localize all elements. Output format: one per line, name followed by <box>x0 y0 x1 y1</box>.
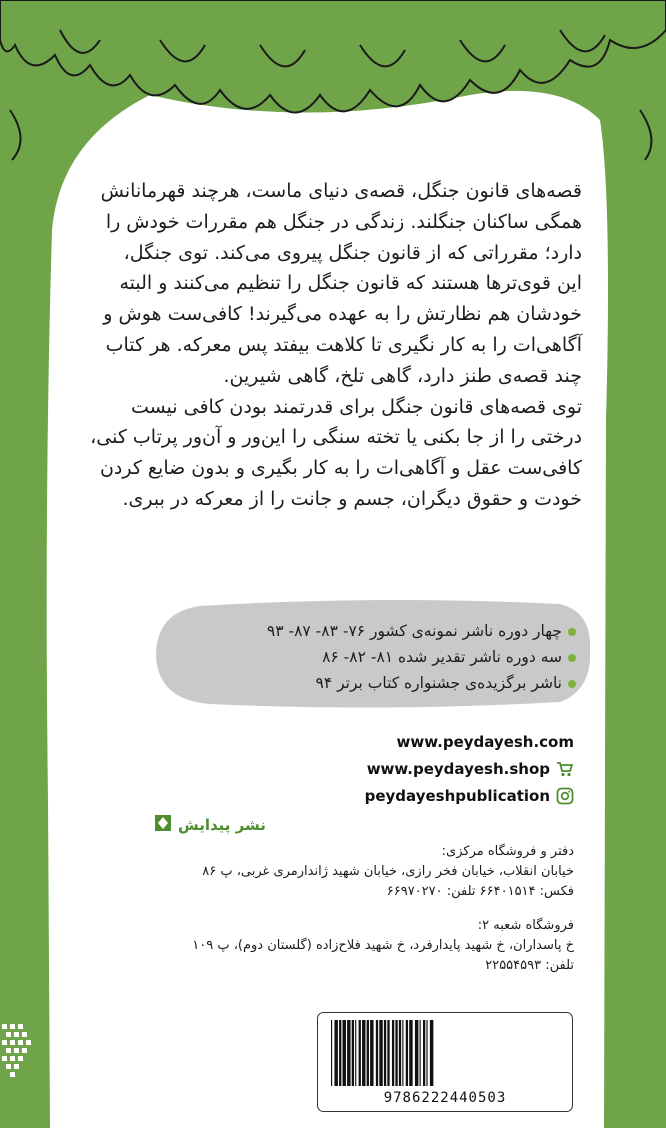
website-link[interactable] <box>274 728 574 755</box>
description-line: درختی را از جا بکنی یا تخته سنگی را این‌ور و آن‌ور پرتاب کنی، <box>90 426 582 449</box>
bullet-icon <box>568 628 576 636</box>
barcode-bar <box>415 1020 418 1086</box>
barcode-bar <box>426 1020 427 1086</box>
barcode-bar <box>392 1020 394 1086</box>
description-line: کافی‌ست عقل و آگاهی‌ات را به کار بگیری و بدون ضایع کردن <box>99 457 582 480</box>
description-line: خودشان هم نظارتش را به عهده می‌گیرند! کافی‌ست هوش و <box>103 303 582 326</box>
description-line: توی قصه‌های قانون جنگل برای قدرتمند بودن کافی نیست <box>130 395 582 418</box>
barcode-bar <box>399 1020 401 1086</box>
instagram-handle[interactable]: peydayeshpublication <box>364 786 550 805</box>
branch-phone: تلفن: ۲۲۵۵۴۵۹۳ <box>485 958 574 973</box>
bullet-icon <box>568 680 576 688</box>
barcode <box>317 1012 573 1112</box>
instagram-link[interactable] <box>274 782 574 809</box>
barcode-bar <box>331 1020 332 1086</box>
barcode-bar <box>379 1020 382 1086</box>
branch-title: فروشگاه شعبه ۲: <box>477 918 574 933</box>
barcode-bar <box>420 1020 421 1086</box>
barcode-bar <box>370 1020 373 1086</box>
shop-url[interactable]: www.peydayesh.shop <box>366 759 550 778</box>
bullet-icon <box>568 654 576 662</box>
award-item: سه دوره ناشر تقدیر شده ۸۱- ۸۲- ۸۶ <box>162 644 576 670</box>
barcode-bar <box>430 1020 433 1086</box>
publisher-logo-icon <box>154 814 172 836</box>
description-line: چند قصه‌ی طنز دارد، گاهی تلخ، گاهی شیرین. <box>223 364 582 387</box>
office-phones: فکس: ۶۶۴۰۱۵۱۴ تلفن: ۶۶۹۷۰۲۷۰ <box>386 884 574 899</box>
description-text <box>90 176 582 515</box>
branch-address: خ پاسداران، خ شهید پایدارفرد، خ شهید فلاح‌زاده (گلستان دوم)، پ ۱۰۹ <box>192 938 574 953</box>
office-title: دفتر و فروشگاه مرکزی: <box>441 844 574 859</box>
barcode-bar <box>402 1020 403 1086</box>
publisher-addresses <box>154 842 574 976</box>
barcode-bar <box>343 1020 346 1086</box>
publisher-heading <box>154 814 574 836</box>
awards-list <box>162 618 576 696</box>
barcode-bar <box>347 1020 350 1086</box>
barcode-bar <box>384 1020 386 1086</box>
barcode-bar <box>334 1020 337 1086</box>
publisher-name: نشر پیدایش <box>178 816 266 834</box>
barcode-bar <box>355 1020 356 1086</box>
contact-links <box>274 728 574 809</box>
barcode-bar <box>352 1020 354 1086</box>
barcode-bar <box>409 1020 412 1086</box>
barcode-bar <box>395 1020 397 1086</box>
barcode-bar <box>362 1020 365 1086</box>
cart-icon <box>556 760 574 778</box>
description-line: آگاهی‌ات را به کار نگیری تا کلاهت بیفتد پس معرکه. هر کتاب <box>105 333 582 356</box>
barcode-number: 9786222440503 <box>383 1090 507 1106</box>
barcode-bar <box>359 1020 361 1086</box>
barcode-bar <box>339 1020 341 1086</box>
description-line: همگی ساکنان جنگلند. زندگی در جنگل هم مقررات خودش را <box>105 210 582 233</box>
barcode-bar <box>406 1020 408 1086</box>
barcode-bar <box>387 1020 389 1086</box>
description-line: قصه‌های قانون جنگل، قصه‌ی دنیای ماست، هرچند قهرمانانش <box>100 180 582 202</box>
leaf-icon <box>0 1020 34 1090</box>
shop-link[interactable] <box>274 755 574 782</box>
barcode-bar <box>367 1020 369 1086</box>
description-line: دارد؛ مقرراتی که از قانون جنگل پیروی می‌کند. توی جنگل، <box>123 241 582 264</box>
barcode-bar <box>376 1020 378 1086</box>
publisher-info <box>154 814 574 976</box>
barcode-bar <box>423 1020 425 1086</box>
instagram-icon <box>556 787 574 805</box>
office-address: خیابان انقلاب، خیابان فخر رازی، خیابان شهید ژاندارمری غربی، پ ۸۶ <box>202 864 574 879</box>
award-item: چهار دوره ناشر نمونه‌ی کشور ۷۶- ۸۳- ۸۷- ۹۳ <box>162 618 576 644</box>
description-line: خودت و حقوق دیگران، جسم و جانت را از معرکه در ببری. <box>122 487 582 510</box>
award-item: ناشر برگزیده‌ی جشنواره کتاب برتر ۹۴ <box>162 670 576 696</box>
website-url[interactable]: www.peydayesh.com <box>396 732 574 751</box>
description-line: این قوی‌ترها هستند که قانون جنگل را تنظیم می‌کنند و البته <box>119 272 582 295</box>
